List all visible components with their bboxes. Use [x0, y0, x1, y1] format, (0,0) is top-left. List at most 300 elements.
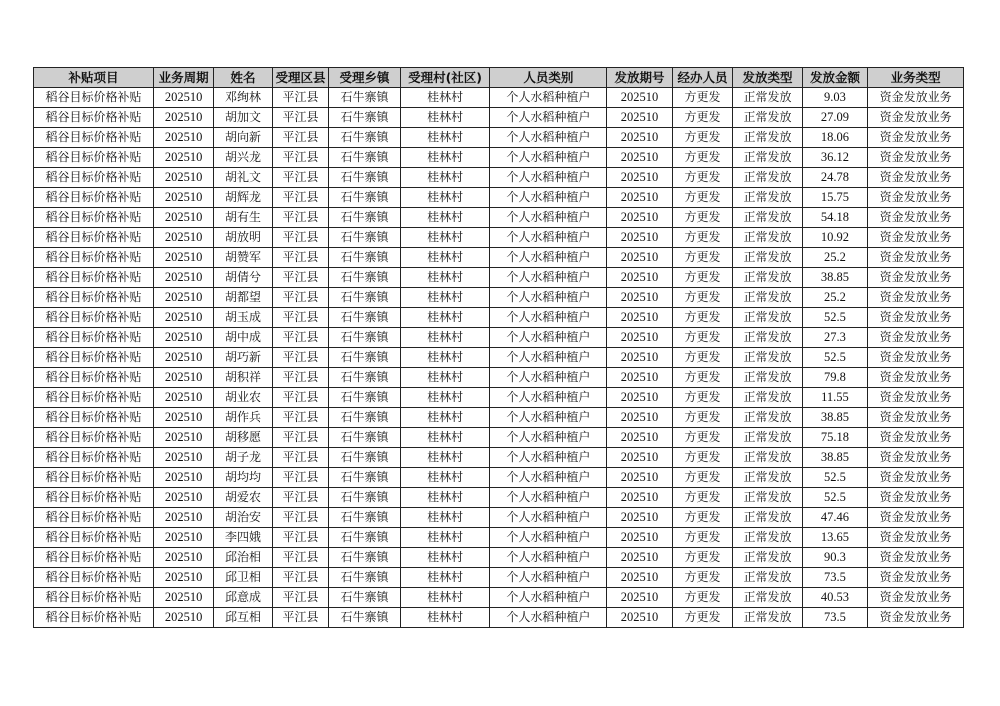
- cell-amount: 10.92: [802, 228, 867, 248]
- cell-name: 胡中成: [214, 328, 272, 348]
- cell-amount: 47.46: [802, 508, 867, 528]
- cell-issue-period: 202510: [607, 248, 672, 268]
- cell-handler: 方更发: [672, 508, 732, 528]
- cell-issue-type: 正常发放: [733, 608, 803, 628]
- cell-town: 石牛寨镇: [329, 348, 401, 368]
- cell-handler: 方更发: [672, 188, 732, 208]
- cell-amount: 52.5: [802, 348, 867, 368]
- cell-handler: 方更发: [672, 148, 732, 168]
- cell-business-period: 202510: [153, 328, 213, 348]
- cell-issue-type: 正常发放: [733, 108, 803, 128]
- cell-issue-type: 正常发放: [733, 408, 803, 428]
- cell-subsidy-project: 稻谷目标价格补贴: [34, 248, 154, 268]
- cell-person-category: 个人水稻种植户: [490, 528, 607, 548]
- table-row: [34, 248, 964, 268]
- cell-amount: 75.18: [802, 428, 867, 448]
- cell-town: 石牛寨镇: [329, 568, 401, 588]
- cell-village: 桂林村: [400, 108, 490, 128]
- cell-handler: 方更发: [672, 528, 732, 548]
- cell-handler: 方更发: [672, 108, 732, 128]
- cell-amount: 54.18: [802, 208, 867, 228]
- cell-issue-period: 202510: [607, 308, 672, 328]
- table-row: [34, 228, 964, 248]
- cell-name: 胡都望: [214, 288, 272, 308]
- cell-name: 胡业农: [214, 388, 272, 408]
- cell-name: 胡移愿: [214, 428, 272, 448]
- cell-amount: 52.5: [802, 308, 867, 328]
- cell-name: 邓绚林: [214, 88, 272, 108]
- cell-name: 胡赞军: [214, 248, 272, 268]
- cell-business-period: 202510: [153, 468, 213, 488]
- cell-amount: 73.5: [802, 608, 867, 628]
- cell-business-type: 资金发放业务: [868, 608, 964, 628]
- cell-town: 石牛寨镇: [329, 468, 401, 488]
- cell-village: 桂林村: [400, 508, 490, 528]
- col-header-issue-period: 发放期号: [607, 68, 672, 88]
- cell-amount: 15.75: [802, 188, 867, 208]
- cell-person-category: 个人水稻种植户: [490, 488, 607, 508]
- cell-subsidy-project: 稻谷目标价格补贴: [34, 388, 154, 408]
- cell-issue-period: 202510: [607, 348, 672, 368]
- cell-business-period: 202510: [153, 228, 213, 248]
- cell-amount: 38.85: [802, 448, 867, 468]
- cell-village: 桂林村: [400, 88, 490, 108]
- cell-handler: 方更发: [672, 168, 732, 188]
- cell-business-type: 资金发放业务: [868, 528, 964, 548]
- table-row: [34, 388, 964, 408]
- cell-person-category: 个人水稻种植户: [490, 608, 607, 628]
- cell-business-type: 资金发放业务: [868, 88, 964, 108]
- cell-handler: 方更发: [672, 468, 732, 488]
- cell-handler: 方更发: [672, 288, 732, 308]
- cell-amount: 9.03: [802, 88, 867, 108]
- cell-person-category: 个人水稻种植户: [490, 428, 607, 448]
- cell-person-category: 个人水稻种植户: [490, 128, 607, 148]
- cell-subsidy-project: 稻谷目标价格补贴: [34, 268, 154, 288]
- cell-name: 胡巧新: [214, 348, 272, 368]
- cell-village: 桂林村: [400, 208, 490, 228]
- table-row: [34, 368, 964, 388]
- cell-county: 平江县: [272, 588, 328, 608]
- cell-handler: 方更发: [672, 388, 732, 408]
- cell-amount: 27.09: [802, 108, 867, 128]
- cell-name: 胡向新: [214, 128, 272, 148]
- table-row: [34, 208, 964, 228]
- cell-business-type: 资金发放业务: [868, 588, 964, 608]
- cell-county: 平江县: [272, 608, 328, 628]
- cell-county: 平江县: [272, 148, 328, 168]
- cell-county: 平江县: [272, 128, 328, 148]
- cell-county: 平江县: [272, 88, 328, 108]
- cell-village: 桂林村: [400, 388, 490, 408]
- cell-town: 石牛寨镇: [329, 408, 401, 428]
- cell-amount: 18.06: [802, 128, 867, 148]
- cell-name: 胡加文: [214, 108, 272, 128]
- cell-business-period: 202510: [153, 388, 213, 408]
- cell-issue-period: 202510: [607, 408, 672, 428]
- cell-subsidy-project: 稻谷目标价格补贴: [34, 588, 154, 608]
- col-header-business-period: 业务周期: [153, 68, 213, 88]
- cell-issue-period: 202510: [607, 268, 672, 288]
- cell-town: 石牛寨镇: [329, 128, 401, 148]
- cell-handler: 方更发: [672, 308, 732, 328]
- cell-business-period: 202510: [153, 428, 213, 448]
- cell-handler: 方更发: [672, 128, 732, 148]
- table-row: [34, 488, 964, 508]
- cell-handler: 方更发: [672, 448, 732, 468]
- cell-subsidy-project: 稻谷目标价格补贴: [34, 348, 154, 368]
- cell-town: 石牛寨镇: [329, 188, 401, 208]
- cell-subsidy-project: 稻谷目标价格补贴: [34, 308, 154, 328]
- cell-subsidy-project: 稻谷目标价格补贴: [34, 108, 154, 128]
- cell-county: 平江县: [272, 288, 328, 308]
- cell-village: 桂林村: [400, 588, 490, 608]
- col-header-person-category: 人员类别: [490, 68, 607, 88]
- cell-person-category: 个人水稻种植户: [490, 188, 607, 208]
- cell-village: 桂林村: [400, 288, 490, 308]
- cell-person-category: 个人水稻种植户: [490, 368, 607, 388]
- col-header-subsidy-project: 补贴项目: [34, 68, 154, 88]
- cell-issue-period: 202510: [607, 328, 672, 348]
- cell-business-period: 202510: [153, 108, 213, 128]
- cell-name: 胡玉成: [214, 308, 272, 328]
- cell-issue-type: 正常发放: [733, 208, 803, 228]
- cell-town: 石牛寨镇: [329, 108, 401, 128]
- cell-issue-type: 正常发放: [733, 268, 803, 288]
- cell-issue-period: 202510: [607, 428, 672, 448]
- cell-village: 桂林村: [400, 428, 490, 448]
- cell-town: 石牛寨镇: [329, 288, 401, 308]
- cell-amount: 11.55: [802, 388, 867, 408]
- cell-business-type: 资金发放业务: [868, 368, 964, 388]
- cell-town: 石牛寨镇: [329, 528, 401, 548]
- cell-business-period: 202510: [153, 348, 213, 368]
- cell-business-period: 202510: [153, 88, 213, 108]
- cell-town: 石牛寨镇: [329, 428, 401, 448]
- cell-town: 石牛寨镇: [329, 508, 401, 528]
- cell-person-category: 个人水稻种植户: [490, 308, 607, 328]
- cell-business-type: 资金发放业务: [868, 468, 964, 488]
- cell-handler: 方更发: [672, 428, 732, 448]
- col-header-name: 姓名: [214, 68, 272, 88]
- cell-business-type: 资金发放业务: [868, 388, 964, 408]
- cell-subsidy-project: 稻谷目标价格补贴: [34, 228, 154, 248]
- table-row: [34, 508, 964, 528]
- cell-issue-type: 正常发放: [733, 168, 803, 188]
- cell-subsidy-project: 稻谷目标价格补贴: [34, 448, 154, 468]
- table-row: [34, 308, 964, 328]
- cell-issue-type: 正常发放: [733, 308, 803, 328]
- col-header-amount: 发放金额: [802, 68, 867, 88]
- table-body: [34, 88, 964, 628]
- table-row: [34, 108, 964, 128]
- cell-business-type: 资金发放业务: [868, 168, 964, 188]
- cell-name: 邱意成: [214, 588, 272, 608]
- cell-amount: 25.2: [802, 248, 867, 268]
- cell-town: 石牛寨镇: [329, 208, 401, 228]
- cell-county: 平江县: [272, 328, 328, 348]
- cell-issue-type: 正常发放: [733, 448, 803, 468]
- cell-person-category: 个人水稻种植户: [490, 248, 607, 268]
- cell-name: 胡放明: [214, 228, 272, 248]
- table-row: [34, 288, 964, 308]
- cell-county: 平江县: [272, 568, 328, 588]
- cell-issue-type: 正常发放: [733, 568, 803, 588]
- cell-county: 平江县: [272, 388, 328, 408]
- cell-business-type: 资金发放业务: [868, 268, 964, 288]
- cell-issue-type: 正常发放: [733, 488, 803, 508]
- cell-person-category: 个人水稻种植户: [490, 108, 607, 128]
- cell-village: 桂林村: [400, 608, 490, 628]
- cell-county: 平江县: [272, 228, 328, 248]
- table-row: [34, 268, 964, 288]
- col-header-town: 受理乡镇: [329, 68, 401, 88]
- cell-business-period: 202510: [153, 248, 213, 268]
- table-row: [34, 328, 964, 348]
- cell-name: 胡子龙: [214, 448, 272, 468]
- cell-county: 平江县: [272, 508, 328, 528]
- cell-village: 桂林村: [400, 408, 490, 428]
- cell-business-period: 202510: [153, 288, 213, 308]
- cell-business-type: 资金发放业务: [868, 228, 964, 248]
- cell-amount: 38.85: [802, 268, 867, 288]
- cell-handler: 方更发: [672, 328, 732, 348]
- cell-name: 胡礼文: [214, 168, 272, 188]
- cell-village: 桂林村: [400, 528, 490, 548]
- cell-village: 桂林村: [400, 488, 490, 508]
- table-row: [34, 408, 964, 428]
- cell-name: 胡治安: [214, 508, 272, 528]
- cell-county: 平江县: [272, 368, 328, 388]
- cell-town: 石牛寨镇: [329, 368, 401, 388]
- cell-amount: 73.5: [802, 568, 867, 588]
- cell-business-type: 资金发放业务: [868, 248, 964, 268]
- cell-issue-type: 正常发放: [733, 288, 803, 308]
- cell-name: 胡均均: [214, 468, 272, 488]
- cell-subsidy-project: 稻谷目标价格补贴: [34, 548, 154, 568]
- cell-handler: 方更发: [672, 488, 732, 508]
- cell-person-category: 个人水稻种植户: [490, 468, 607, 488]
- cell-issue-type: 正常发放: [733, 508, 803, 528]
- cell-business-period: 202510: [153, 408, 213, 428]
- cell-business-type: 资金发放业务: [868, 448, 964, 468]
- cell-village: 桂林村: [400, 548, 490, 568]
- cell-handler: 方更发: [672, 408, 732, 428]
- cell-business-type: 资金发放业务: [868, 548, 964, 568]
- cell-county: 平江县: [272, 248, 328, 268]
- cell-issue-type: 正常发放: [733, 188, 803, 208]
- col-header-issue-type: 发放类型: [733, 68, 803, 88]
- cell-name: 胡兴龙: [214, 148, 272, 168]
- cell-handler: 方更发: [672, 208, 732, 228]
- cell-issue-type: 正常发放: [733, 588, 803, 608]
- cell-issue-type: 正常发放: [733, 328, 803, 348]
- cell-name: 胡爱农: [214, 488, 272, 508]
- cell-issue-type: 正常发放: [733, 548, 803, 568]
- cell-name: 李四娥: [214, 528, 272, 548]
- cell-issue-period: 202510: [607, 488, 672, 508]
- cell-county: 平江县: [272, 188, 328, 208]
- cell-town: 石牛寨镇: [329, 88, 401, 108]
- cell-name: 邱互相: [214, 608, 272, 628]
- data-table: [33, 67, 964, 628]
- table-row: [34, 448, 964, 468]
- cell-business-period: 202510: [153, 508, 213, 528]
- cell-issue-period: 202510: [607, 148, 672, 168]
- cell-county: 平江县: [272, 348, 328, 368]
- cell-county: 平江县: [272, 448, 328, 468]
- cell-amount: 36.12: [802, 148, 867, 168]
- cell-subsidy-project: 稻谷目标价格补贴: [34, 508, 154, 528]
- cell-issue-period: 202510: [607, 168, 672, 188]
- cell-town: 石牛寨镇: [329, 148, 401, 168]
- cell-business-period: 202510: [153, 308, 213, 328]
- cell-business-period: 202510: [153, 188, 213, 208]
- cell-handler: 方更发: [672, 588, 732, 608]
- cell-town: 石牛寨镇: [329, 388, 401, 408]
- cell-issue-type: 正常发放: [733, 368, 803, 388]
- cell-issue-type: 正常发放: [733, 248, 803, 268]
- cell-name: 邱卫相: [214, 568, 272, 588]
- cell-business-type: 资金发放业务: [868, 128, 964, 148]
- cell-subsidy-project: 稻谷目标价格补贴: [34, 88, 154, 108]
- cell-name: 胡辉龙: [214, 188, 272, 208]
- cell-name: 胡积祥: [214, 368, 272, 388]
- cell-town: 石牛寨镇: [329, 448, 401, 468]
- cell-subsidy-project: 稻谷目标价格补贴: [34, 568, 154, 588]
- cell-name: 胡有生: [214, 208, 272, 228]
- cell-village: 桂林村: [400, 268, 490, 288]
- cell-person-category: 个人水稻种植户: [490, 388, 607, 408]
- cell-issue-period: 202510: [607, 448, 672, 468]
- cell-handler: 方更发: [672, 368, 732, 388]
- cell-business-period: 202510: [153, 368, 213, 388]
- cell-person-category: 个人水稻种植户: [490, 508, 607, 528]
- cell-issue-type: 正常发放: [733, 228, 803, 248]
- cell-business-type: 资金发放业务: [868, 348, 964, 368]
- cell-business-period: 202510: [153, 448, 213, 468]
- table-row: [34, 168, 964, 188]
- cell-amount: 27.3: [802, 328, 867, 348]
- cell-person-category: 个人水稻种植户: [490, 268, 607, 288]
- table-row: [34, 188, 964, 208]
- table-row: [34, 128, 964, 148]
- cell-village: 桂林村: [400, 328, 490, 348]
- cell-business-period: 202510: [153, 568, 213, 588]
- cell-business-period: 202510: [153, 488, 213, 508]
- table-row: [34, 608, 964, 628]
- cell-issue-period: 202510: [607, 508, 672, 528]
- cell-business-period: 202510: [153, 268, 213, 288]
- cell-amount: 52.5: [802, 488, 867, 508]
- cell-village: 桂林村: [400, 188, 490, 208]
- cell-person-category: 个人水稻种植户: [490, 408, 607, 428]
- cell-business-type: 资金发放业务: [868, 408, 964, 428]
- cell-amount: 38.85: [802, 408, 867, 428]
- cell-amount: 52.5: [802, 468, 867, 488]
- table-row: [34, 588, 964, 608]
- cell-person-category: 个人水稻种植户: [490, 148, 607, 168]
- cell-subsidy-project: 稻谷目标价格补贴: [34, 408, 154, 428]
- cell-person-category: 个人水稻种植户: [490, 228, 607, 248]
- cell-town: 石牛寨镇: [329, 308, 401, 328]
- cell-village: 桂林村: [400, 168, 490, 188]
- cell-amount: 24.78: [802, 168, 867, 188]
- cell-county: 平江县: [272, 408, 328, 428]
- cell-town: 石牛寨镇: [329, 268, 401, 288]
- cell-issue-period: 202510: [607, 88, 672, 108]
- cell-business-period: 202510: [153, 588, 213, 608]
- cell-subsidy-project: 稻谷目标价格补贴: [34, 208, 154, 228]
- col-header-business-type: 业务类型: [868, 68, 964, 88]
- cell-business-type: 资金发放业务: [868, 508, 964, 528]
- cell-issue-period: 202510: [607, 368, 672, 388]
- cell-village: 桂林村: [400, 568, 490, 588]
- cell-village: 桂林村: [400, 468, 490, 488]
- cell-subsidy-project: 稻谷目标价格补贴: [34, 468, 154, 488]
- cell-business-period: 202510: [153, 168, 213, 188]
- table-row: [34, 468, 964, 488]
- cell-issue-type: 正常发放: [733, 528, 803, 548]
- cell-amount: 79.8: [802, 368, 867, 388]
- cell-person-category: 个人水稻种植户: [490, 348, 607, 368]
- cell-business-period: 202510: [153, 208, 213, 228]
- cell-issue-period: 202510: [607, 388, 672, 408]
- cell-subsidy-project: 稻谷目标价格补贴: [34, 288, 154, 308]
- cell-town: 石牛寨镇: [329, 248, 401, 268]
- col-header-county: 受理区县: [272, 68, 328, 88]
- cell-person-category: 个人水稻种植户: [490, 588, 607, 608]
- cell-village: 桂林村: [400, 228, 490, 248]
- cell-subsidy-project: 稻谷目标价格补贴: [34, 148, 154, 168]
- cell-subsidy-project: 稻谷目标价格补贴: [34, 608, 154, 628]
- cell-amount: 90.3: [802, 548, 867, 568]
- cell-business-type: 资金发放业务: [868, 108, 964, 128]
- cell-issue-period: 202510: [607, 468, 672, 488]
- cell-county: 平江县: [272, 528, 328, 548]
- table-row: [34, 528, 964, 548]
- cell-business-type: 资金发放业务: [868, 568, 964, 588]
- table-row: [34, 428, 964, 448]
- cell-person-category: 个人水稻种植户: [490, 448, 607, 468]
- cell-business-period: 202510: [153, 548, 213, 568]
- cell-village: 桂林村: [400, 128, 490, 148]
- cell-person-category: 个人水稻种植户: [490, 568, 607, 588]
- cell-issue-type: 正常发放: [733, 148, 803, 168]
- cell-county: 平江县: [272, 108, 328, 128]
- col-header-handler: 经办人员: [672, 68, 732, 88]
- cell-county: 平江县: [272, 208, 328, 228]
- cell-person-category: 个人水稻种植户: [490, 208, 607, 228]
- cell-village: 桂林村: [400, 448, 490, 468]
- cell-subsidy-project: 稻谷目标价格补贴: [34, 528, 154, 548]
- cell-person-category: 个人水稻种植户: [490, 288, 607, 308]
- cell-subsidy-project: 稻谷目标价格补贴: [34, 328, 154, 348]
- cell-business-type: 资金发放业务: [868, 328, 964, 348]
- cell-issue-period: 202510: [607, 568, 672, 588]
- cell-issue-type: 正常发放: [733, 88, 803, 108]
- cell-issue-type: 正常发放: [733, 428, 803, 448]
- cell-subsidy-project: 稻谷目标价格补贴: [34, 188, 154, 208]
- cell-handler: 方更发: [672, 348, 732, 368]
- cell-town: 石牛寨镇: [329, 168, 401, 188]
- cell-issue-period: 202510: [607, 528, 672, 548]
- cell-town: 石牛寨镇: [329, 588, 401, 608]
- table-row: [34, 348, 964, 368]
- cell-issue-period: 202510: [607, 548, 672, 568]
- cell-county: 平江县: [272, 428, 328, 448]
- cell-business-period: 202510: [153, 148, 213, 168]
